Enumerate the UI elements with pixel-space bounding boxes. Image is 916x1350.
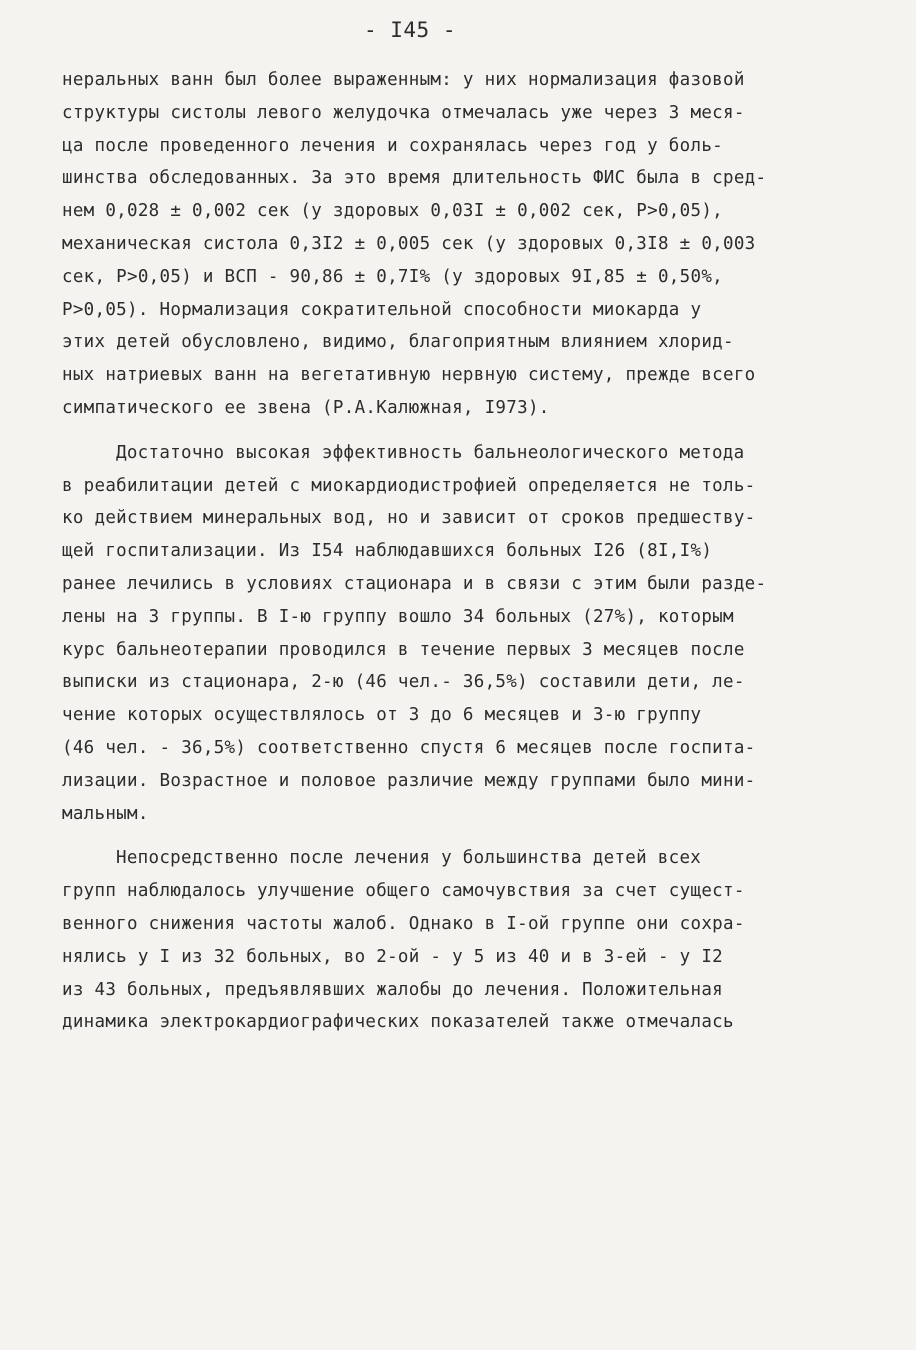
paragraph	[62, 64, 862, 425]
text-line: механическая систола 0,3I2 ± 0,005 сек (у здоровых 0,3I8 ± 0,003	[62, 233, 756, 254]
text-line: в реабилитации детей с миокардиодистрофией определяется не толь-	[62, 475, 756, 496]
text-line: сек, Р>0,05) и ВСП - 90,86 ± 0,7I% (у здоровых 9I,85 ± 0,50%,	[62, 266, 723, 287]
text-line: ных натриевых ванн на вегетативную нервную систему, прежде всего	[62, 365, 756, 386]
text-line: нялись у I из 32 больных, во 2-ой - у 5 из 40 и в 3-ей - у I2	[62, 946, 723, 967]
text-line: из 43 больных, предъявлявших жалобы до лечения. Положительная	[62, 979, 723, 1000]
text-line: групп наблюдалось улучшение общего самочувствия за счет сущест-	[62, 881, 745, 902]
text-line: выписки из стационара, 2-ю (46 чел.- 36,5%) составили дети, ле-	[62, 672, 745, 693]
text-line: мальным.	[62, 803, 149, 824]
paragraph-gap	[62, 830, 862, 842]
paragraph	[62, 842, 862, 1039]
text-line: щей госпитализации. Из I54 наблюдавшихся больных I26 (8I,I%)	[62, 541, 713, 562]
text-line: симпатического ее звена (Р.А.Калюжная, I973).	[62, 397, 550, 418]
page-number: - I45 -	[363, 18, 456, 42]
text-line: нем 0,028 ± 0,002 сек (у здоровых 0,03I ± 0,002 сек, Р>0,05),	[62, 201, 723, 222]
text-line: ранее лечились в условиях стационара и в связи с этим были разде-	[62, 573, 767, 594]
text-line: Достаточно высокая эффективность бальнеологического метода	[116, 442, 745, 463]
text-line: ца после проведенного лечения и сохранялась через год у боль-	[62, 135, 723, 156]
text-line: шинства обследованных. За это время длительность ФИС была в сред-	[62, 168, 767, 189]
text-line: лены на 3 группы. В I-ю группу вошло 34 больных (27%), которым	[62, 606, 734, 627]
text-line: структуры систолы левого желудочка отмечалась уже через 3 меся-	[62, 102, 745, 123]
text-line: Р>0,05). Нормализация сократительной способности миокарда у	[62, 299, 702, 320]
paragraph	[62, 437, 862, 831]
text-line: венного снижения частоты жалоб. Однако в I-ой группе они сохра-	[62, 913, 745, 934]
text-line: чение которых осуществлялось от 3 до 6 месяцев и 3-ю группу	[62, 705, 702, 726]
body-text	[62, 64, 862, 1039]
text-line: неральных ванн был более выраженным: у них нормализация фазовой	[62, 70, 745, 90]
text-line: динамика электрокардиографических показателей также отмечалась	[62, 1012, 734, 1033]
text-line: ко действием минеральных вод, но и зависит от сроков предшеству-	[62, 508, 756, 529]
text-line: лизации. Возрастное и половое различие между группами было мини-	[62, 770, 756, 791]
text-line: (46 чел. - 36,5%) соответственно спустя 6 месяцев после госпита-	[62, 737, 756, 758]
text-line: курс бальнеотерапии проводился в течение первых 3 месяцев после	[62, 639, 745, 660]
text-line: Непосредственно после лечения у большинства детей всех	[116, 848, 702, 869]
paragraph-gap	[62, 425, 862, 437]
text-line: этих детей обусловлено, видимо, благоприятным влиянием хлорид-	[62, 332, 734, 353]
